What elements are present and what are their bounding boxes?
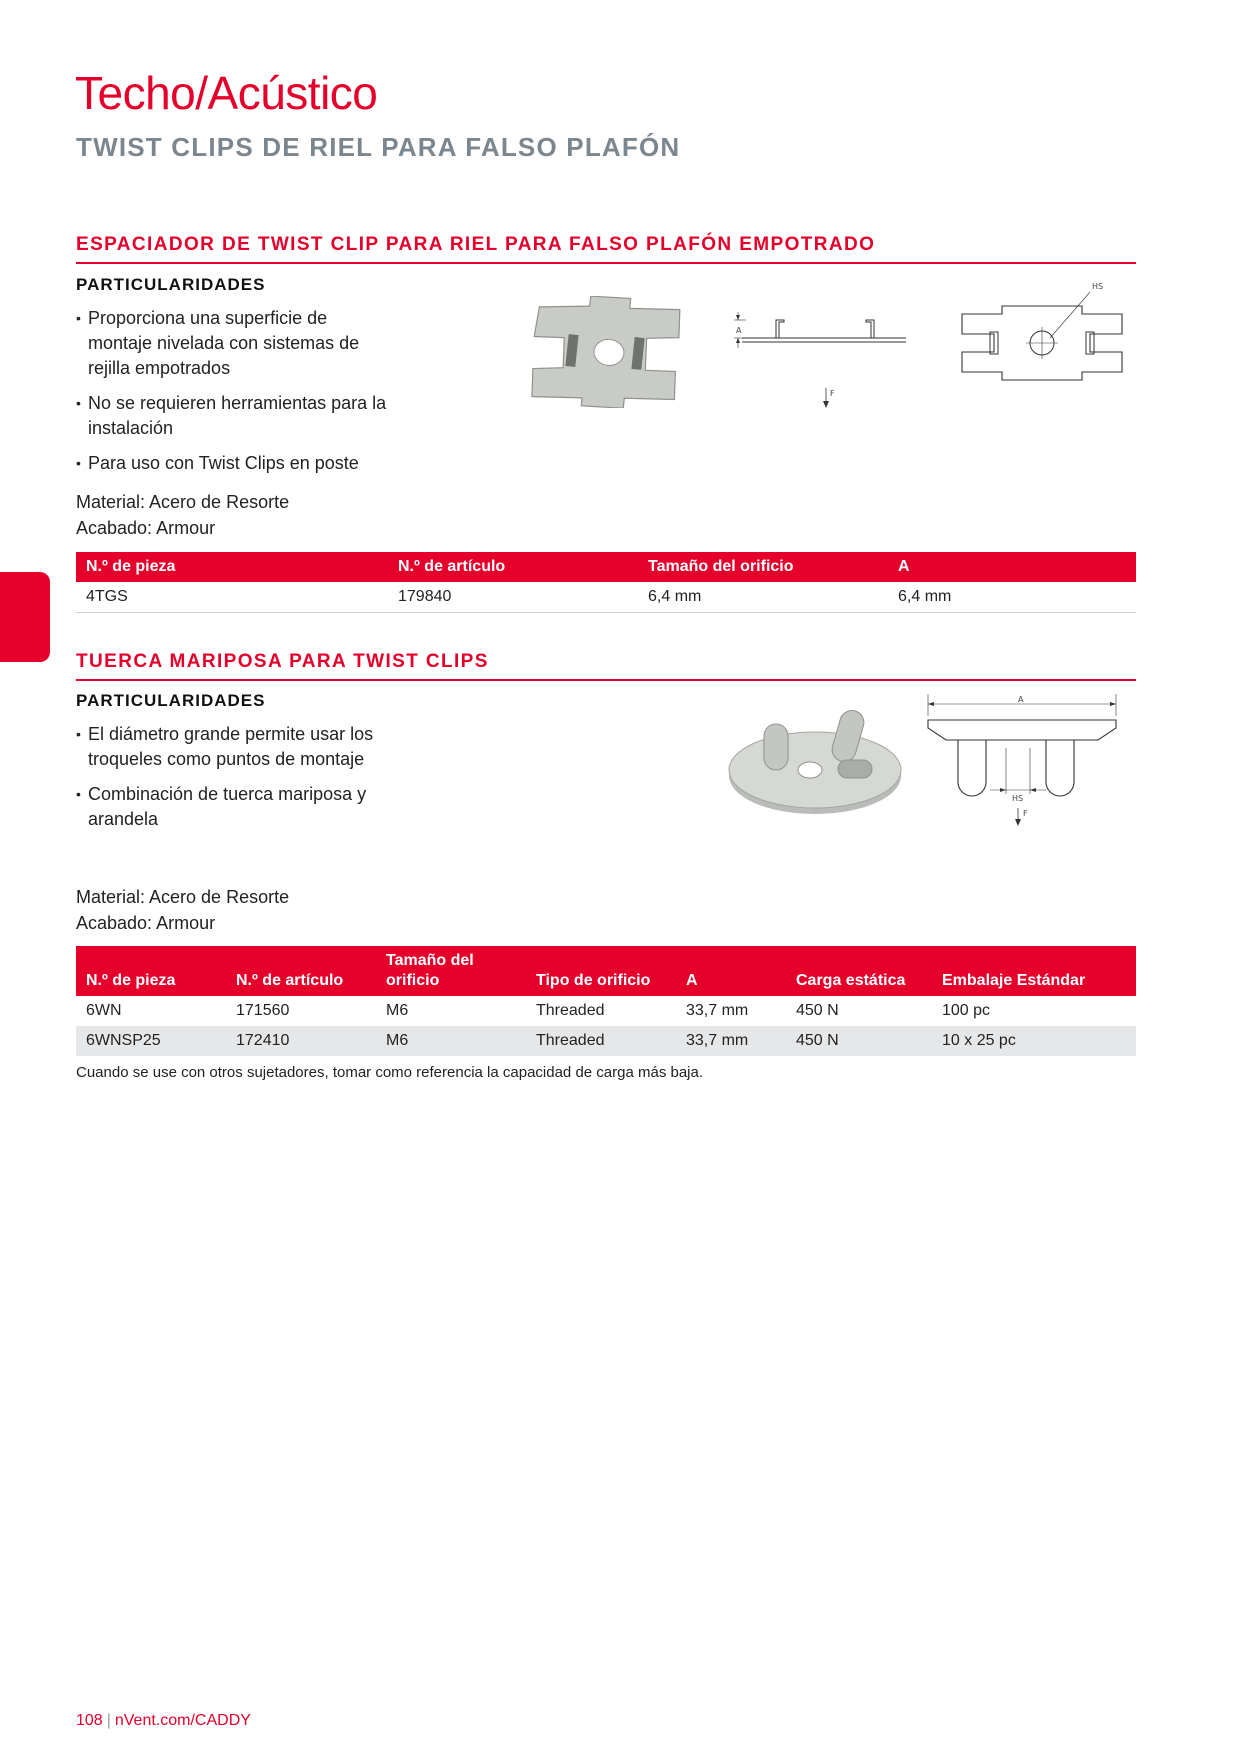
table-header-row [76,946,1136,996]
spacer-clip-side-drawing [728,312,918,412]
column-header: N.º de artículo [226,946,376,996]
table-cell: Threaded [536,1002,605,1019]
table-row [76,996,1136,1026]
table-cell: Threaded [526,1026,676,1056]
section1-title: ESPACIADOR DE TWIST CLIP PARA RIEL PARA FALSO PLAFÓN EMPOTRADO [76,234,876,255]
table-header-row [76,552,1136,582]
table-cell: M6 [376,1026,526,1056]
footer-separator: | [106,1712,111,1729]
feature-item: • Para uso con Twist Clips en poste [76,451,396,476]
section-tab-marker [0,572,50,662]
feature-item: • El diámetro grande permite usar los troqueles como puntos de montaje [76,722,376,772]
table-cell: 4TGS [76,582,388,613]
column-header: N.º de artículo [388,552,638,582]
dimension-label-f: F [830,389,835,398]
material-text: Material: Acero de Resorte [76,887,290,907]
table-cell: 6WN [86,1002,122,1019]
feature-item: • No se requieren herramientas para la instalación [76,391,396,441]
column-header: Tamaño del orificio [376,946,526,996]
footer-website-link[interactable]: nVent.com/CADDY [114,1712,251,1729]
page-footer [76,1712,251,1730]
dimension-label-hs: HS [1092,282,1104,291]
table-cell: 171560 [236,1002,290,1019]
table-cell: 33,7 mm [676,1026,786,1056]
section2-features-heading: PARTICULARIDADES [76,691,266,710]
table-cell: 450 N [796,1002,839,1019]
page-title: Techo/Acústico [75,67,378,119]
table-row [76,582,1136,613]
dimension-label-hs: HS [1012,794,1024,803]
column-header: N.º de pieza [76,946,226,996]
wing-nut-photo [720,690,910,820]
column-header: Tipo de orificio [526,946,676,996]
table-row [76,1026,1136,1056]
table-cell: 6,4 mm [888,582,1136,613]
table-cell: 33,7 mm [686,1002,749,1019]
column-header: Embalaje Estándar [932,946,1136,996]
spacer-clip-top-drawing [960,280,1130,396]
table-cell: 10 x 25 pc [932,1026,1136,1056]
feature-item: • Combinación de tuerca mariposa y arandela [76,782,376,832]
column-header: A [676,946,786,996]
spacer-clip-photo [525,296,685,408]
section1-spec-table [76,552,1136,613]
section1-feature-list [76,306,396,486]
finish-text: Acabado: Armour [76,518,216,538]
material-text: Material: Acero de Resorte [76,492,290,512]
finish-text: Acabado: Armour [76,913,216,933]
wing-nut-drawing [920,690,1120,830]
column-header: Tamaño del orificio [638,552,888,582]
page-number: 108 [76,1712,103,1729]
table-cell: 6,4 mm [638,582,888,613]
table-cell: 450 N [786,1026,932,1056]
dimension-label-a: A [1018,695,1024,704]
table-cell: 6WNSP25 [76,1026,226,1056]
section2-material-block [76,884,289,936]
feature-item: • Proporciona una superficie de montaje nivelada con sistemas de rejilla empotrados [76,306,396,381]
section2-spec-table [76,946,1136,1056]
section1-rule [76,262,1136,264]
page-subtitle: TWIST CLIPS DE RIEL PARA FALSO PLAFÓN [76,132,681,162]
dimension-label-f: F [1023,809,1028,818]
column-header: Carga estática [786,946,932,996]
column-header: N.º de pieza [76,552,388,582]
section2-rule [76,679,1136,681]
column-header: A [888,552,1136,582]
table-cell: 179840 [388,582,638,613]
section2-title: TUERCA MARIPOSA PARA TWIST CLIPS [76,651,489,672]
load-capacity-note: Cuando se use con otros sujetadores, tomar como referencia la capacidad de carga más baja. [76,1064,704,1081]
table-cell: M6 [386,1002,409,1019]
section2-feature-list [76,722,376,842]
table-cell: 100 pc [942,1002,991,1019]
section1-material-block [76,489,289,541]
section1-features-heading: PARTICULARIDADES [76,275,266,294]
table-cell: 172410 [226,1026,376,1056]
dimension-label-a: A [736,326,742,335]
